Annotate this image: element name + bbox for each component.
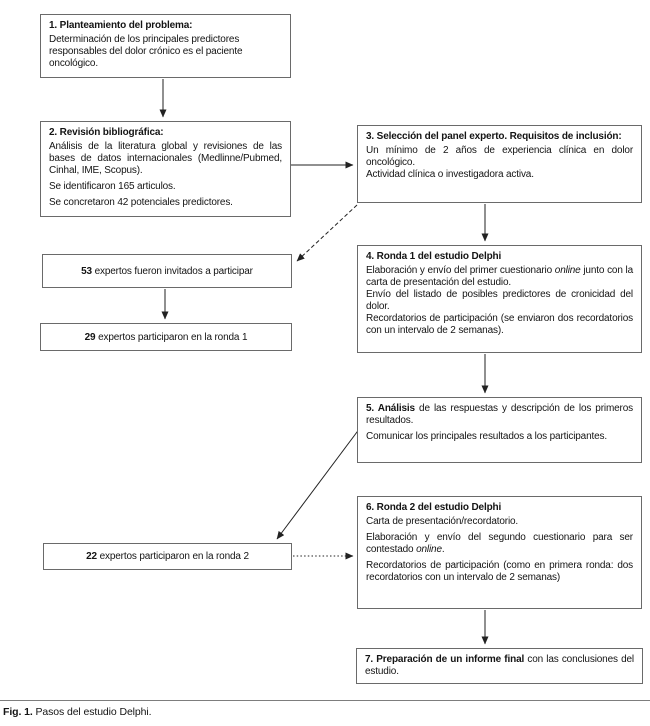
invited-experts-label: 53 expertos fueron invitados a participar [81,265,253,277]
step1-title: 1. Planteamiento del problema: [49,20,193,31]
step5-box [357,397,642,463]
step1-text: Determinación de los principales predictores responsables del dolor crónico es el paciente oncológico. [49,34,243,69]
round2-participants-count: 22 [86,551,97,562]
round1-participants-label: 29 expertos participaron en la ronda 1 [84,331,248,343]
online-italic: online [554,265,581,276]
step6-text-1: Carta de presentación/recordatorio. [366,516,519,527]
step5-text-1: 5. Análisis de las respuestas y descripción de los primeros resultados. [366,403,634,426]
invited-experts-box [42,254,292,288]
step7-text: 7. Preparación de un informe final con las conclusiones del estudio. [365,654,634,677]
step6-box [357,496,642,609]
caption-rule [0,700,650,701]
round1-participants-box [40,323,292,351]
round2-participants-box [43,543,292,570]
figure-caption [3,706,151,718]
step3-text-1: Un mínimo de 2 años de experiencia clínica en dolor oncológico. [366,145,633,168]
step4-title: 4. Ronda 1 del estudio Delphi [366,251,502,262]
step4-text-2: Envío del listado de posibles predictores de cronicidad del dolor. [366,289,633,312]
caption-label: Fig. 1. [3,706,33,718]
step3-text-2: Actividad clínica o investigadora activa. [366,169,534,180]
caption-text: Pasos del estudio Delphi. [32,706,152,718]
step6-title: 6. Ronda 2 del estudio Delphi [366,502,502,513]
online-italic: online [416,544,442,555]
step2-text-1: Análisis de la literatura global y revisiones de las bases de datos internacionales (Medlinne/Pubmed, Cinhal, IME, Scopus). [49,141,282,176]
dashed-arrow-step3-to-invited [297,205,357,261]
step5-text-2: Comunicar los principales resultados a los participantes. [366,431,608,442]
step4-text-1: Elaboración y envío del primer cuestionario online junto con la carta de presentación del estudio. [366,265,633,288]
step3-title: 3. Selección del panel experto. Requisitos de inclusión: [366,131,622,142]
step2-text-3: Se concretaron 42 potenciales predictores. [49,197,233,208]
round1-participants-count: 29 [84,331,96,343]
step4-box [357,245,642,353]
step2-title: 2. Revisión bibliográfica: [49,127,164,138]
arrow-step5-to-round2 [277,428,360,539]
step6-text-2: Elaboración y envío del segundo cuestionario para ser contestado online. [366,532,633,555]
step3-box [357,125,642,203]
step2-box [40,121,291,217]
round2-participants-label: 22 expertos participaron en la ronda 2 [86,551,249,562]
step6-text-3: Recordatorios de participación (como en primera ronda: dos recordatorios con un intervalo de 2 semanas) [366,560,633,583]
step4-text-3: Recordatorios de participación (se enviaron dos recordatorios con un intervalo de 2 semanas). [366,313,633,336]
step7-box [356,648,643,684]
invited-experts-count: 53 [81,265,92,277]
step1-box [40,14,291,78]
step2-text-2: Se identificaron 165 articulos. [49,181,176,192]
